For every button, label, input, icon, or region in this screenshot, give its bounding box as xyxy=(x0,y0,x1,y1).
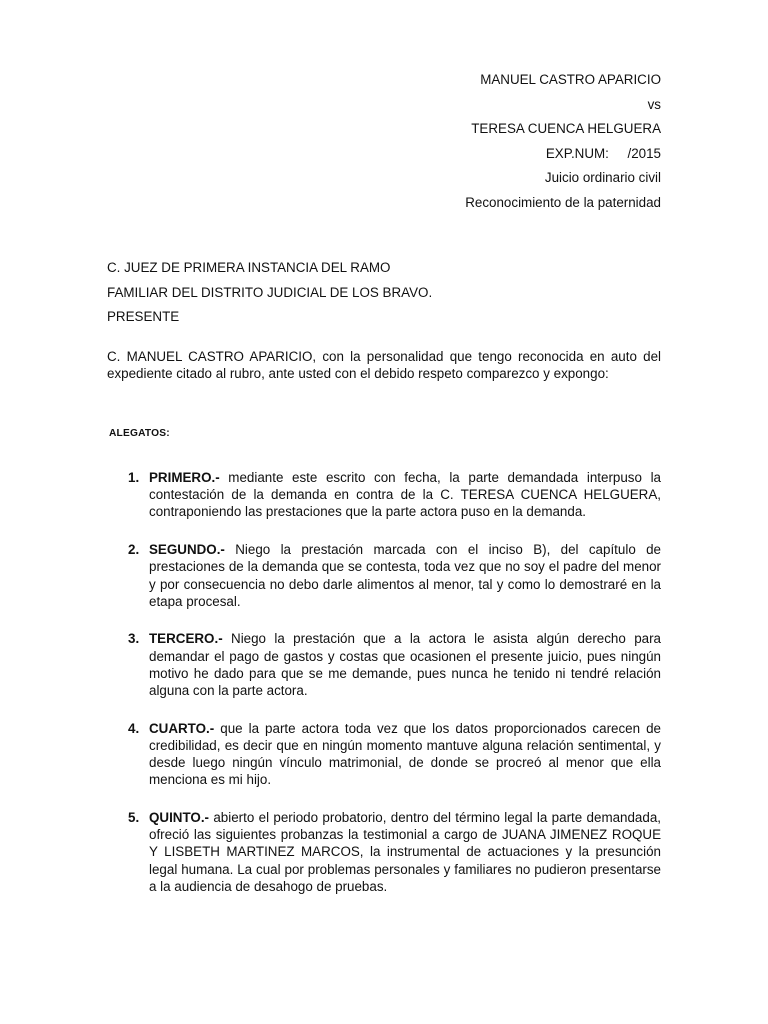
case-subject: Reconocimiento de la paternidad xyxy=(465,194,661,210)
item-heading: SEGUNDO.- xyxy=(149,542,225,558)
item-heading: PRIMERO.- xyxy=(149,470,220,485)
item-text: abierto el periodo probatorio, dentro del término legal la parte demandada, ofreció las siguientes probanzas la testimonial a cargo de JUANA JIMENEZ ROQUE Y LISBETH MARTINEZ MARCOS, la instrumental de actuaciones y la presunción legal humana. La cual por problemas personales y familiares no pudieron presentarse a la audiencia de desahogo de pruebas. xyxy=(149,810,661,894)
file-number: EXP.NUM: /2015 xyxy=(545,145,661,161)
addressee-line-1: C. JUEZ DE PRIMERA INSTANCIA DEL RAMO xyxy=(107,260,391,275)
item-text: que la parte actora toda vez que los datos proporcionados carecen de credibilidad, es decir que en ningún momento mantuve alguna relación sentimental, y desde luego ningún vínculo matrimonial, de donde se procreó al menor que ella menciona es mi hijo. xyxy=(149,720,661,788)
intro-paragraph: C. MANUEL CASTRO APARICIO, con la personalidad que tengo reconocida en auto del expediente citado al rubro, ante usted con el debido respeto comparezco y expongo: xyxy=(107,349,661,382)
addressee-line-2: FAMILIAR DEL DISTRITO JUDICIAL DE LOS BRAVO. xyxy=(107,284,433,300)
list-item xyxy=(107,720,661,789)
list-item xyxy=(107,630,661,699)
list-item xyxy=(107,469,661,521)
item-text: Niego la prestación marcada con el inciso B), del capítulo de prestaciones de la demanda que se contesta, toda vez que no soy el padre del menor y por consecuencia no debo darle alimentos al menor, tal y como lo demostraré en la etapa procesal. xyxy=(149,542,661,609)
item-text: Niego la prestación que a la actora le asista algún derecho para demandar el pago de gastos y costas que ocasionen el presente juicio, pues ningún motivo he dado para que se me demande, pues nunca he tenido ni tendré relación alguna con la parte actora. xyxy=(149,631,661,699)
plaintiff-name: MANUEL CASTRO APARICIO xyxy=(480,72,661,87)
item-number: 2. xyxy=(128,542,140,558)
section-title: ALEGATOS: xyxy=(109,428,170,439)
item-heading: TERCERO.- xyxy=(149,631,223,647)
alegatos-list xyxy=(107,469,661,916)
item-number: 3. xyxy=(128,631,140,647)
list-item xyxy=(107,541,661,610)
addressee-block xyxy=(107,256,432,330)
list-item xyxy=(107,809,661,895)
item-text: mediante este escrito con fecha, la parte demandada interpuso la contestación de la demanda en contra de la C. TERESA CUENCA HELGUERA, contraponiendo las prestaciones que la parte actora puso en la demanda. xyxy=(149,470,661,520)
addressee-line-3: PRESENTE xyxy=(107,309,180,325)
defendant-name: TERESA CUENCA HELGUERA xyxy=(471,121,661,136)
proceeding-type: Juicio ordinario civil xyxy=(544,170,661,185)
item-heading: CUARTO.- xyxy=(149,720,215,736)
item-number: 4. xyxy=(128,720,140,736)
versus-label: vs xyxy=(647,96,661,112)
case-heading xyxy=(465,68,661,215)
item-number: 5. xyxy=(128,810,140,826)
item-heading: QUINTO.- xyxy=(149,810,210,826)
item-number: 1. xyxy=(128,470,140,485)
